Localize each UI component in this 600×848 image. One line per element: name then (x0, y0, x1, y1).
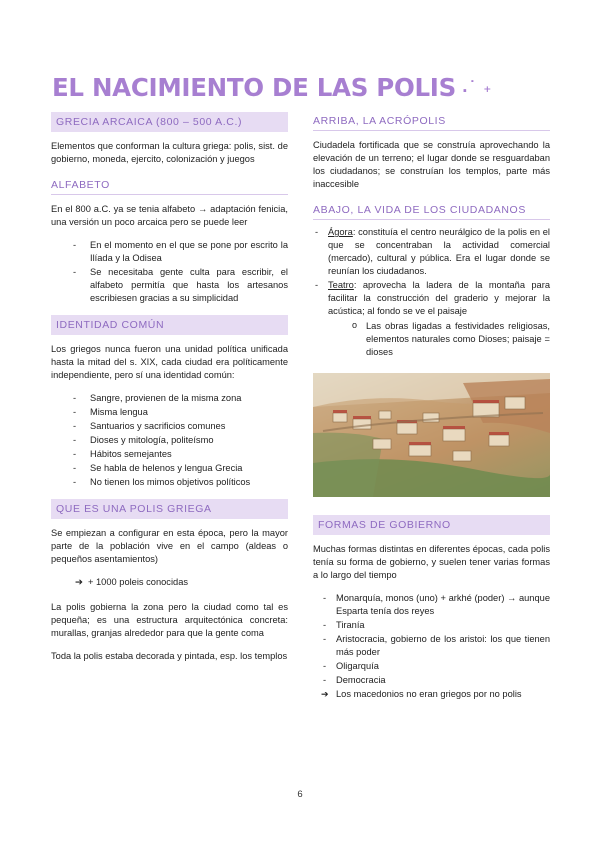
formas-list (313, 592, 550, 701)
left-column (51, 112, 288, 673)
list-item: - No tienen los mimos objetivos políticos (51, 476, 288, 489)
list-item: - Monarquía, monos (uno) + arkhé (poder) → aunque Esparta tenía dos reyes (321, 592, 550, 618)
city-image-svg (313, 373, 550, 497)
list-item: - Oligarquía (321, 660, 550, 673)
formas-gobierno-text: Muchas formas distintas en diferentes épocas, cada polis tenía su forma de gobierno, y suelen tener varias formas a lo largo del tiempo (313, 544, 550, 580)
heading-que-es-una-polis: QUE ES UNA POLIS GRIEGA (51, 499, 288, 519)
right-column (313, 112, 550, 711)
alfabeto-list (51, 239, 288, 305)
polis-arrow-line (51, 576, 288, 589)
heading-identidad-comun: IDENTIDAD COMÚN (51, 315, 288, 335)
list-item: - Tiranía (321, 619, 550, 632)
list-item-agora (313, 226, 550, 278)
list-item: - Se necesitaba gente culta para escribir, el alfabeto permitía que hasta los artesanos escribiesen gracias a su simplicidad (51, 266, 288, 305)
list-item: - Se habla de helenos y lengua Grecia (51, 462, 288, 475)
polis-text-1: Se empiezan a configurar en esta época, pero la mayor parte de la población vive en el campo (aldeas o pequeños asentamientos) (51, 528, 288, 564)
polis-text-2: La polis gobierna la zona pero la ciudad como tal es pequeña; es una estructura arquitectónica concreta: murallas, granjas alrededor para que la gente coma (51, 602, 288, 638)
heading-formas-gobierno: FORMAS DE GOBIERNO (313, 515, 550, 535)
arrow-icon: ➔ (75, 577, 83, 587)
agora-text: : constituía el centro neurálgico de la polis en el que se concentraban la actividad comercial (mercado), cultural y pública. Era el lugar donde se reunían los ciudadanos. (328, 227, 550, 276)
ciudadanos-list (313, 226, 550, 359)
list-item: - Aristocracia, gobierno de los aristoi: los que tienen más poder (321, 633, 550, 659)
identidad-comun-text: Los griegos nunca fueron una unidad política unificada hasta la mitad del s. XIX, cada ciudad era políticamente independiente, pero sí una identidad común: (51, 344, 288, 380)
list-item: - Sangre, provienen de la misma zona (51, 392, 288, 405)
teatro-sublist (328, 320, 550, 359)
sub-list-item: o Las obras ligadas a festividades religiosas, elementos naturales como Dioses; paisaje = dioses (328, 320, 550, 359)
title-decoration: .˙ ₊ (461, 78, 493, 96)
page-number: 6 (297, 789, 303, 800)
heading-abajo-ciudadanos: ABAJO, LA VIDA DE LOS CIUDADANOS (313, 201, 550, 220)
heading-grecia-arcaica: GRECIA ARCAICA (800 – 500 A.C.) (51, 112, 288, 132)
page-title (52, 73, 492, 102)
list-item: - En el momento en el que se pone por escrito la Ilíada y la Odisea (51, 239, 288, 265)
heading-alfabeto: ALFABETO (51, 176, 288, 195)
page-title-text: EL NACIMIENTO DE LAS POLIS (52, 73, 456, 102)
list-item: - Misma lengua (51, 406, 288, 419)
identidad-list (51, 392, 288, 489)
heading-arriba-acropolis: ARRIBA, LA ACRÓPOLIS (313, 112, 550, 131)
polis-text-3: Toda la polis estaba decorada y pintada, esp. los templos (51, 651, 288, 661)
alfabeto-text: En el 800 a.C. ya se tenia alfabeto → adaptación fenicia, una versión un poco arcaica pero se puede leer (51, 204, 288, 227)
acropolis-text: Ciudadela fortificada que se construía aprovechando la elevación de un terreno; el lugar donde se resguardaban los ciudadanos; se construían los templos, parte más inaccesible (313, 140, 550, 189)
list-item: - Dioses y mitología, politeísmo (51, 434, 288, 447)
list-item-teatro (313, 279, 550, 359)
teatro-term: Teatro (328, 280, 354, 290)
list-item: - Democracia (321, 674, 550, 687)
list-item: - Hábitos semejantes (51, 448, 288, 461)
list-item-arrow: ➔ Los macedonios no eran griegos por no polis (321, 688, 550, 701)
agora-term: Ágora (328, 227, 353, 237)
ancient-city-illustration (313, 373, 550, 497)
teatro-text: : aprovecha la ladera de la montaña para facilitar la construcción del graderio y mejorar la acústica; al fondo se ve el paisaje (328, 280, 550, 316)
list-item: - Santuarios y sacrificios comunes (51, 420, 288, 433)
grecia-arcaica-text: Elementos que conforman la cultura griega: polis, sist. de gobierno, moneda, ejercito, colonización y juegos (51, 141, 288, 164)
polis-arrow-text: + 1000 poleis conocidas (88, 577, 189, 587)
